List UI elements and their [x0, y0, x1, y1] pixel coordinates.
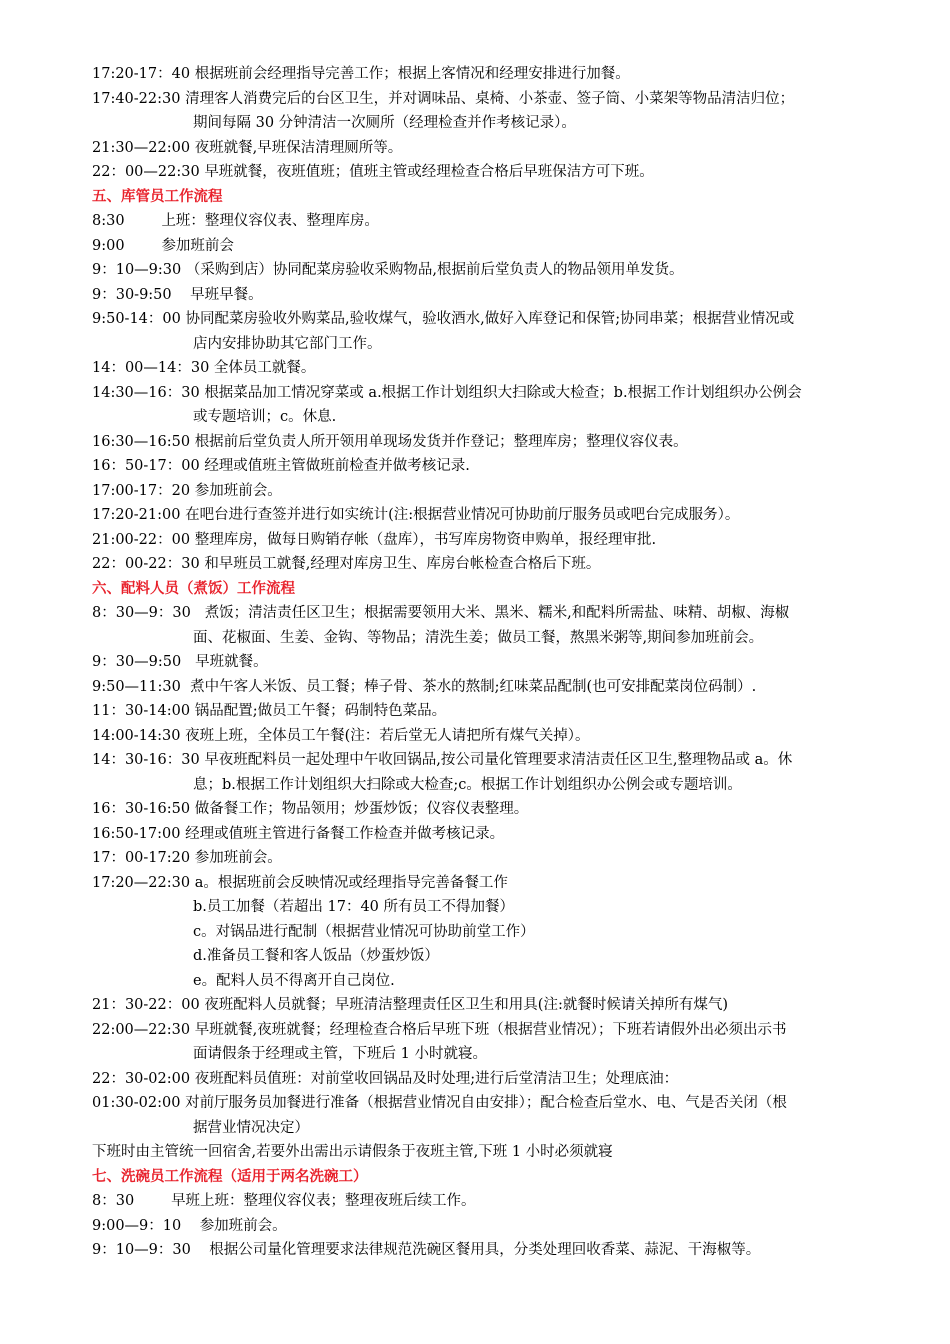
task-text: 参加班前会。: [199, 1217, 287, 1234]
spacer: [181, 1214, 199, 1239]
schedule-entry: [92, 846, 892, 871]
schedule-entry: [92, 1091, 892, 1116]
task-text: 煮饭；清洁责任区卫生；根据需要领用大米、黑米、糯米,和配料所需盐、味精、胡椒、海椒: [204, 605, 790, 621]
task-text: 在吧台进行查签并进行如实统计(注:根据营业情况可协助前厅服务员或吧台完成服务）。: [185, 507, 740, 523]
task-text: 做备餐工作；物品领用；炒蛋炒饭；仪容仪表整理。: [194, 801, 529, 817]
schedule-entry: [92, 675, 892, 700]
task-text: 煮中午客人米饭、员工餐；棒子骨、茶水的熬制;红味菜品配制(也可安排配菜岗位码制）.: [190, 678, 757, 695]
task-text: 夜班配料人员就餐；早班清洁整理责任区卫生和用具(注:就餐时候请关掉所有煤气): [204, 997, 729, 1013]
schedule-entry: [92, 1067, 892, 1092]
time-range: 22：30-02:00: [92, 1070, 191, 1087]
schedule-entry: [92, 356, 892, 381]
schedule-entry: [92, 748, 892, 773]
continuation-line: d.准备员工餐和客人饭品（炒蛋炒饭）: [193, 948, 439, 964]
schedule-entry: [92, 283, 892, 308]
time-range: 22：00-22：30: [92, 556, 200, 572]
task-text: 夜班就餐,早班保洁清理厕所等。: [194, 139, 403, 156]
schedule-entry: [92, 136, 892, 161]
time-range: 16：50-17：00: [92, 458, 200, 474]
spacer: [134, 1189, 171, 1214]
task-text: 全体员工就餐。: [213, 360, 316, 376]
time-range: 9：10—9：30: [92, 1242, 191, 1258]
time-range: 22：00—22:30: [92, 164, 200, 180]
time-range: 11：30-14:00: [92, 703, 191, 719]
task-text: 根据公司量化管理要求法律规范洗碗区餐用具，分类处理回收香菜、蒜泥、干海椒等。: [209, 1242, 761, 1258]
schedule-entry: [92, 307, 892, 332]
time-range: 17:20-17：40: [92, 66, 191, 82]
spacer: [125, 234, 162, 259]
time-range: 9:50—11:30: [92, 678, 181, 695]
time-range: 17:00-17：20: [92, 482, 191, 499]
time-range: 21：30-22：00: [92, 997, 200, 1013]
task-text: a。根据班前会反映情况或经理指导完善备餐工作: [194, 874, 508, 891]
time-range: 17:40-22:30: [92, 90, 181, 107]
time-range: 16:30—16:50: [92, 433, 191, 450]
task-text: 早班就餐,夜班就餐；经理检查合格后早班下班（根据营业情况）；下班若请假外出必须出示书: [194, 1021, 787, 1038]
task-text: 锅品配置;做员工午餐；码制特色菜品。: [194, 703, 447, 719]
spacer: [191, 1238, 209, 1263]
continuation-line: 或专题培训；c。休息.: [193, 409, 337, 425]
note-line: 下班时由主管统一回宿舍,若要外出需出示请假条于夜班主管,下班 1 小时必须就寝: [92, 1144, 613, 1160]
time-range: 9:00—9：10: [92, 1217, 182, 1234]
task-text: 早夜班配料员一起处理中午收回锅品,按公司量化管理要求清洁责任区卫生,整理物品或 a。休: [204, 752, 793, 768]
task-text: 夜班上班，全体员工午餐(注：若后堂无人请把所有煤气关掉）。: [185, 727, 590, 744]
continuation-line: b.员工加餐（若超出 17：40 所有员工不得加餐）: [193, 899, 515, 915]
time-range: 14:00-14:30: [92, 727, 181, 744]
task-text: 上班：整理仪容仪表、整理库房。: [161, 213, 379, 229]
task-text: 根据前后堂负责人所开领用单现场发货并作登记；整理库房；整理仪容仪表。: [194, 433, 688, 450]
task-text: 早班上班：整理仪容仪表；整理夜班后续工作。: [171, 1193, 476, 1209]
task-text: 早班早餐。: [190, 286, 263, 303]
task-text: 早班就餐。: [195, 654, 268, 670]
spacer: [181, 650, 195, 675]
time-range: 14：30-16：30: [92, 752, 200, 768]
time-range: 9:50-14：00: [92, 311, 181, 327]
time-range: 21:30—22:00: [92, 139, 191, 156]
section-heading: 七、洗碗员工作流程（适用于两名洗碗工）: [92, 1167, 368, 1185]
schedule-entry: [92, 62, 892, 87]
time-range: 8:30: [92, 213, 125, 229]
task-text: 对前厅服务员加餐进行准备（根据营业情况自由安排）；配合检查后堂水、电、气是否关闭（根: [185, 1095, 787, 1111]
task-text: 和早班员工就餐,经理对库房卫生、库房台帐检查合格后下班。: [204, 556, 601, 572]
time-range: 8：30—9：30: [92, 605, 191, 621]
schedule-entry: [92, 822, 892, 847]
schedule-entry: [92, 528, 892, 553]
time-range: 17:20-21:00: [92, 507, 181, 523]
task-text: （采购到店）协同配菜房验收采购物品,根据前后堂负责人的物品领用单发货。: [185, 262, 684, 278]
time-range: 17:20—22:30: [92, 874, 191, 891]
task-text: 参加班前会。: [194, 482, 282, 499]
task-text: 夜班配料员值班：对前堂收回锅品及时处理;进行后堂清洁卫生；处理底油：: [194, 1070, 679, 1087]
time-range: 17：00-17:20: [92, 850, 191, 866]
task-text: 经理或值班主管做班前检查并做考核记录.: [204, 458, 470, 474]
section-heading: 六、配料人员（煮饭）工作流程: [92, 579, 295, 597]
schedule-entry: [92, 454, 892, 479]
task-text: 清理客人消费完后的台区卫生，并对调味品、桌椅、小茶壶、签子筒、小菜架等物品清洁归位；: [185, 90, 795, 107]
time-range: 16:50-17:00: [92, 825, 181, 842]
schedule-entry: [92, 1018, 892, 1043]
spacer: [191, 601, 205, 626]
schedule-entry: [92, 503, 892, 528]
spacer: [181, 675, 190, 700]
schedule-entry: [92, 381, 892, 406]
time-range: 9：10—9:30: [92, 262, 182, 278]
schedule-entry: [92, 234, 892, 259]
schedule-entry: [92, 1238, 892, 1263]
time-range: 01:30-02:00: [92, 1095, 181, 1111]
continuation-line: 据营业情况决定）: [193, 1119, 309, 1136]
task-text: 整理库房，做每日购销存帐（盘库），书写库房物资申购单，报经理审批.: [194, 531, 657, 548]
schedule-entry: [92, 724, 892, 749]
task-text: 根据菜品加工情况穿菜或 a.根据工作计划组织大扫除或大检查；b.根据工作计划组织办公例会: [204, 384, 802, 401]
schedule-entry: [92, 209, 892, 234]
task-text: 参加班前会。: [194, 850, 282, 866]
time-range: 14：00—14：30: [92, 360, 210, 376]
schedule-entry: [92, 87, 892, 112]
time-range: 14:30—16：30: [92, 384, 200, 401]
time-range: 21:00-22：00: [92, 531, 191, 548]
schedule-entry: [92, 871, 892, 896]
schedule-entry: [92, 552, 892, 577]
schedule-entry: [92, 430, 892, 455]
schedule-entry: [92, 160, 892, 185]
task-text: 早班就餐，夜班值班；值班主管或经理检查合格后早班保洁方可下班。: [204, 164, 654, 180]
spacer: [125, 209, 162, 234]
continuation-line: c。对锅品进行配制（根据营业情况可协助前堂工作）: [193, 923, 535, 940]
section-heading: 五、库管员工作流程: [92, 187, 223, 205]
continuation-line: 店内安排协助其它部门工作。: [193, 335, 382, 352]
schedule-entry: [92, 1189, 892, 1214]
schedule-entry: [92, 699, 892, 724]
time-range: 9：30—9:50: [92, 654, 182, 670]
continuation-line: 期间每隔 30 分钟清洁一次厕所（经理检查并作考核记录）。: [193, 115, 576, 131]
continuation-line: 息；b.根据工作计划组织大扫除或大检查;c。根据工作计划组织办公例会或专题培训。: [193, 776, 742, 793]
schedule-entry: [92, 601, 892, 626]
schedule-entry: [92, 479, 892, 504]
schedule-entry: [92, 258, 892, 283]
schedule-entry: [92, 993, 892, 1018]
task-text: 协同配菜房验收外购菜品,验收煤气，验收酒水,做好入库登记和保管;协同串菜；根据营业情况或: [185, 311, 795, 327]
task-text: 根据班前会经理指导完善工作；根据上客情况和经理安排进行加餐。: [194, 66, 630, 82]
spacer: [172, 283, 190, 308]
time-range: 16：30-16:50: [92, 801, 191, 817]
time-range: 9：30-9:50: [92, 286, 172, 303]
task-text: 参加班前会: [161, 237, 234, 254]
continuation-line: e。配料人员不得离开自己岗位.: [193, 972, 395, 989]
continuation-line: 面、花椒面、生姜、金钩、等物品；清洗生姜；做员工餐，熬黑米粥等,期间参加班前会。: [193, 629, 764, 646]
time-range: 22:00—22:30: [92, 1021, 191, 1038]
time-range: 8：30: [92, 1193, 135, 1209]
schedule-entry: [92, 797, 892, 822]
schedule-entry: [92, 650, 892, 675]
time-range: 9:00: [92, 237, 125, 254]
continuation-line: 面请假条于经理或主管，下班后 1 小时就寝。: [193, 1046, 487, 1062]
schedule-entry: [92, 1214, 892, 1239]
task-text: 经理或值班主管进行备餐工作检查并做考核记录。: [185, 825, 505, 842]
